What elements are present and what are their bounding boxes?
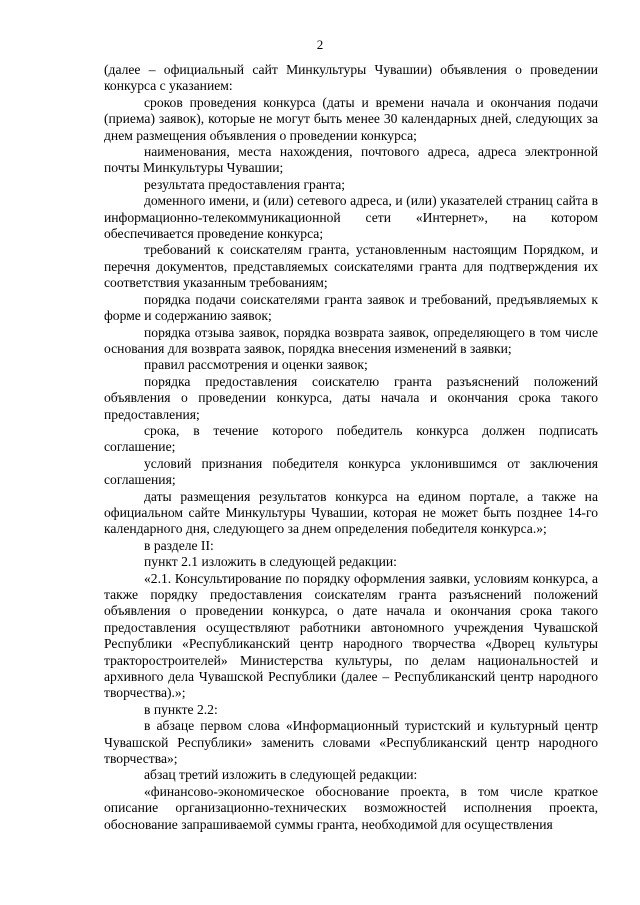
paragraph: абзац третий изложить в следующей редакции: xyxy=(144,767,418,783)
paragraph: правил рассмотрения и оценки заявок; xyxy=(144,357,368,373)
paragraph: порядка предоставления соискателю гранта разъяснений положений объявления о проведении конкурса, даты начала и окончания срока такого предоставления; xyxy=(104,373,598,422)
paragraph: результата предоставления гранта; xyxy=(144,176,346,192)
document-body xyxy=(104,62,598,833)
paragraph: доменного имени, и (или) сетевого адреса, и (или) указателей страниц сайта в информационно-телекоммуникационной сети «Интернет», на котором обеспечивается проведение конкурса; xyxy=(104,193,598,242)
paragraph: требований к соискателям гранта, установленным настоящим Порядком, и перечня документов, представляемых соискателями гранта для подтверждения их соответствия указанным требованиям; xyxy=(104,242,598,291)
paragraph: пункт 2.1 изложить в следующей редакции: xyxy=(144,554,397,570)
paragraph: «2.1. Консультирование по порядку оформления заявки, условиям конкурса, а также порядку предоставления соискателям гранта разъяснений положений объявления о проведении конкурса, о дате начала и окончания срока такого предоставления осуществляют работники автономного учреждения Чувашской Республики «Республиканский центр народного творчества «Дворец культуры тракторостроителей» Министерства культуры, по делам национальностей и архивного дела Чувашской Республики (далее – Республиканский центр народного творчества).»; xyxy=(104,570,598,701)
paragraph: «финансово-экономическое обоснование проекта, в том числе краткое описание организационно-технических возможностей исполнения проекта, обоснование запрашиваемой суммы гранта, необходимой для осуществления xyxy=(104,783,598,832)
paragraph: срока, в течение которого победитель конкурса должен подписать соглашение; xyxy=(104,422,598,455)
paragraph: (далее – официальный сайт Минкультуры Чувашии) объявления о проведении конкурса с указанием: xyxy=(104,62,598,94)
paragraph: в абзаце первом слова «Информационный туристский и культурный центр Чувашской Республики» заменить словами «Республиканский центр народного творчества»; xyxy=(104,718,598,767)
paragraph: условий признания победителя конкурса уклонившимся от заключения соглашения; xyxy=(104,455,598,488)
paragraph: порядка подачи соискателями гранта заявок и требований, предъявляемых к форме и содержанию заявок; xyxy=(104,291,598,324)
paragraph: в пункте 2.2: xyxy=(144,701,218,717)
paragraph: порядка отзыва заявок, порядка возврата заявок, определяющего в том числе основания для возврата заявок, порядка внесения изменений в заявки; xyxy=(104,324,598,356)
paragraph: в разделе II: xyxy=(144,537,214,553)
paragraph: наименования, места нахождения, почтового адреса, адреса электронной почты Минкультуры Чувашии; xyxy=(104,144,598,176)
paragraph: сроков проведения конкурса (даты и времени начала и окончания подачи (приема) заявок), которые не могут быть менее 30 календарных дней, следующих за днем размещения объявления о проведении конкурса; xyxy=(104,94,598,143)
paragraph: даты размещения результатов конкурса на едином портале, а также на официальном сайте Минкультуры Чувашии, которая не может быть позднее 14-го календарного дня, следующего за днем определения победителя конкурса.»; xyxy=(104,488,598,537)
page-number: 2 xyxy=(316,37,324,52)
